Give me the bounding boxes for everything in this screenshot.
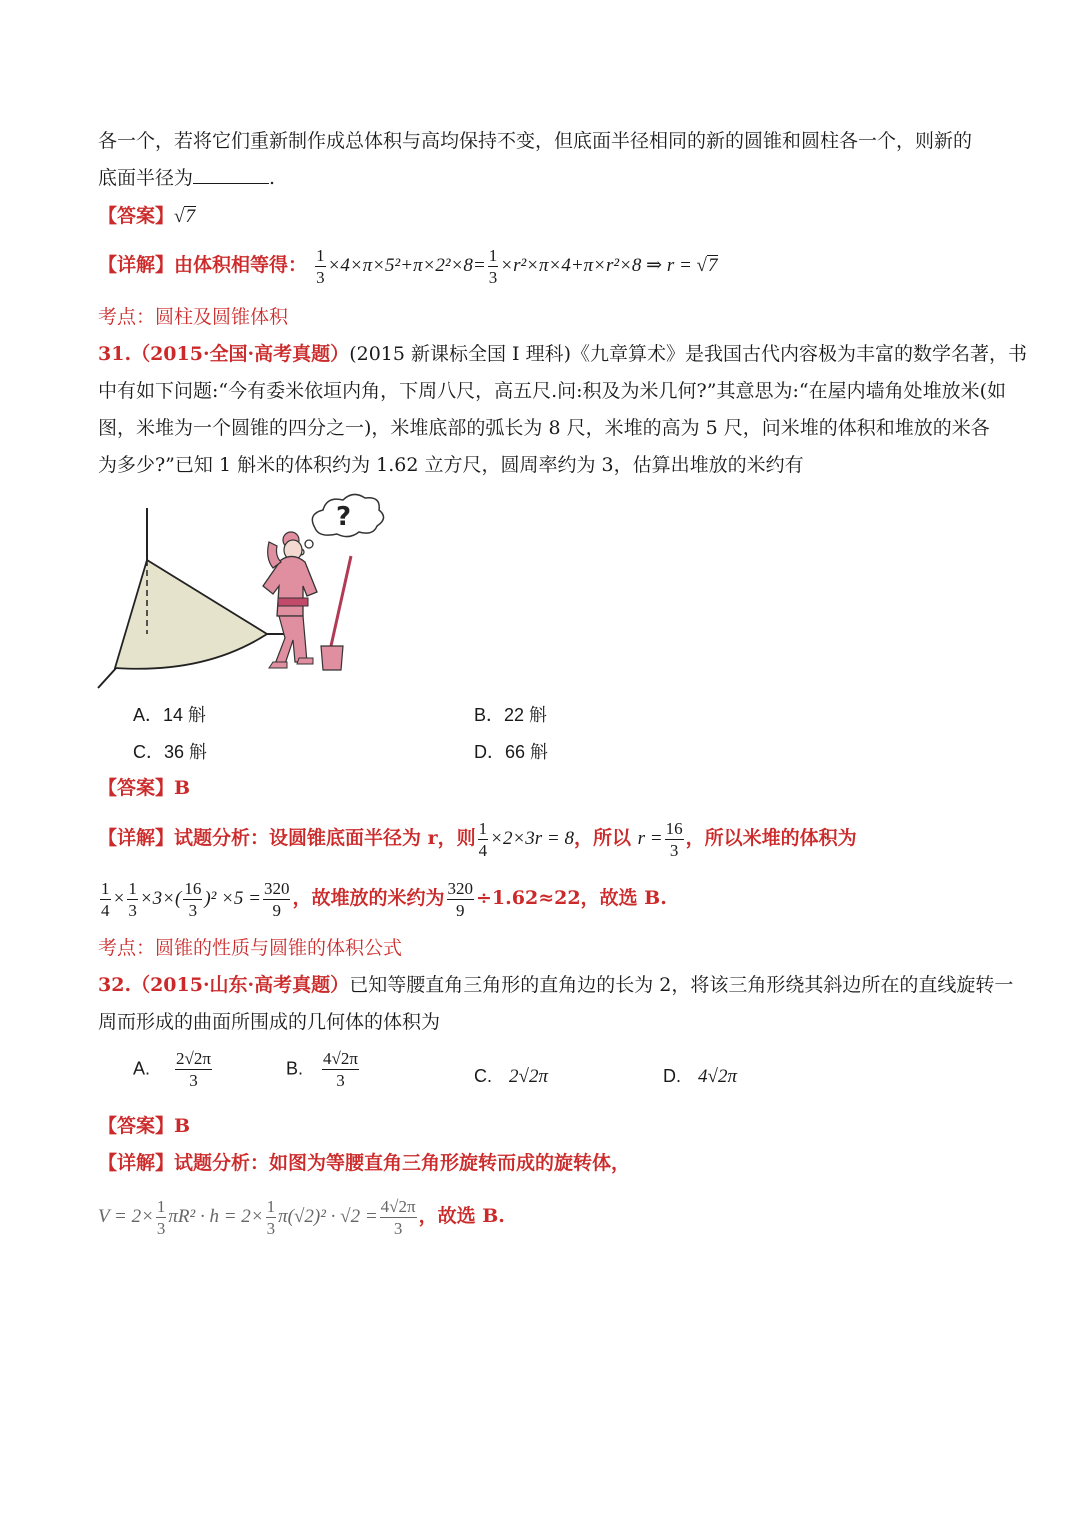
q32-formula: [98, 1198, 505, 1237]
detail-text: ，所以米堆的体积为: [685, 827, 857, 849]
q31-line2: 中有如下问题:“今有委米依垣内角，下周八尺，高五尺.问:积及为米几何?”其意思为:“在屋内墙角处堆放米(如: [98, 380, 1006, 402]
fraction: $\frac{1}{3}$: [266, 1197, 276, 1239]
q31-kaodian: 考点：圆锥的性质与圆锥的体积公式: [98, 937, 403, 959]
equation: πR² · h = 2×: [168, 1206, 264, 1227]
fraction: $\frac{1}{4}$: [478, 819, 488, 861]
p30-line1: 各一个，若将它们重新制作成总体积与高均保持不变，但底面半径相同的新的圆锥和圆柱各一个，则新的: [98, 130, 973, 152]
p30-line2: [98, 160, 275, 197]
fraction: $\frac{16}{3}$: [665, 819, 683, 861]
formula-root: 7: [707, 255, 718, 276]
question-number: 32.: [98, 974, 132, 996]
equation: r =: [637, 828, 663, 849]
option-c[interactable]: C. 2√2π: [474, 1066, 548, 1087]
detail-text: ，故选 B.: [418, 1205, 505, 1227]
detail-text: ，所以: [574, 827, 638, 849]
q31-answer: 【答案】B: [98, 777, 191, 799]
fraction: $\frac{320}{9}$: [263, 879, 290, 921]
q31-detail1: [98, 820, 857, 859]
answer-label: 【答案】: [98, 205, 175, 227]
equation: π(√2)² · √2 =: [278, 1206, 378, 1227]
fraction: $\frac{1}{4}$: [101, 879, 110, 921]
q32-line1-rest: 已知等腰直角三角形的直角边的长为 2，将该三角形绕其斜边所在的直线旋转一: [349, 974, 1014, 996]
equation: ×3×(: [139, 888, 182, 909]
svg-text:?: ?: [336, 502, 352, 532]
q31-line3: 图，米堆为一个圆锥的四分之一)，米堆底部的弧长为 8 尺，米堆的高为 5 尺，问米堆的体积和堆放的米各: [98, 417, 990, 439]
fraction: $\frac{1}{3}$: [316, 246, 325, 288]
q31-line1-rest: (2015 新课标全国 I 理科)《九章算术》是我国古代内容极为丰富的数学名著，书: [349, 343, 1027, 365]
detail-text: ，故堆放的米约为: [292, 887, 445, 909]
fraction: $\frac{1}{3}$: [488, 246, 498, 288]
fraction: $\frac{1}{3}$: [156, 1197, 166, 1239]
q32-line1: [98, 967, 1013, 1004]
option-c[interactable]: C．36 斛: [133, 742, 208, 762]
detail-label: 【详解】由体积相等得：: [98, 254, 308, 276]
q31-detail2: $\frac{1}{4}$ × $\frac{1}{3}$ ×3×( $\frac{16}{3}$ )² ×5 = $\frac{320}{9}$ ，故堆放的米约为 $\frac{320}{9}$ ÷1.62≈22，故选 B.: [101, 879, 667, 921]
question-number: 31.: [98, 343, 132, 365]
q31-line1: [98, 336, 1027, 373]
option-b[interactable]: B．22 斛: [474, 705, 548, 725]
formula-rhs: ×r²×π×4+π×r²×8 ⇒ r =: [500, 255, 697, 276]
equation: V = 2×: [98, 1206, 154, 1227]
p30-line2-post: .: [269, 167, 276, 189]
p30-answer: 【答案】√7: [98, 205, 195, 227]
q32-answer: 【答案】B: [98, 1115, 191, 1137]
option-a[interactable]: A. $\frac{2√2\pi}{3}$: [133, 1049, 211, 1090]
answer-root: 7: [185, 206, 195, 227]
formula-lhs: ×4×π×5²+π×2²×8=: [327, 255, 486, 276]
fraction: $\frac{4√2\pi}{3}$: [380, 1197, 416, 1239]
question-source: （2015·全国·高考真题）: [131, 343, 350, 365]
detail-label: 【详解】试题分析：设圆锥底面半径为 r，则: [98, 827, 476, 849]
p30-line2-pre: 底面半径为: [98, 167, 194, 189]
q32-detail-label: 【详解】试题分析：如图为等腰直角三角形旋转而成的旋转体，: [98, 1152, 631, 1174]
option-d[interactable]: D. 4√2π: [663, 1066, 737, 1087]
question-source: （2015·山东·高考真题）: [131, 974, 350, 996]
equation: )² ×5 =: [204, 888, 261, 909]
option-a[interactable]: A．14 斛: [133, 705, 207, 725]
fraction: $\frac{320}{9}$: [447, 879, 473, 921]
detail-text: ÷1.62≈22，故选 B.: [476, 887, 667, 909]
p30-detail: 【详解】由体积相等得： $\frac{1}{3}$ ×4×π×5²+π×2²×8= $\frac{1}{3}$ ×r²×π×4+π×r²×8 ⇒ r = √7: [98, 246, 718, 288]
fraction: $\frac{1}{3}$: [128, 879, 137, 921]
option-b[interactable]: B. $\frac{4√2\pi}{3}$: [286, 1049, 358, 1090]
fraction: $\frac{16}{3}$: [184, 879, 202, 921]
rice-pile-figure: [95, 488, 385, 693]
q32-line2: 周而形成的曲面所围成的几何体的体积为: [98, 1011, 441, 1033]
answer-blank: [193, 163, 269, 184]
p30-kaodian: 考点：圆柱及圆锥体积: [98, 306, 289, 328]
q31-line4: 为多少?”已知 1 斛米的体积约为 1.62 立方尺，圆周率约为 3，估算出堆放的米约有: [98, 454, 804, 476]
equation: ×2×3r = 8: [490, 828, 574, 849]
option-d[interactable]: D．66 斛: [474, 742, 549, 762]
